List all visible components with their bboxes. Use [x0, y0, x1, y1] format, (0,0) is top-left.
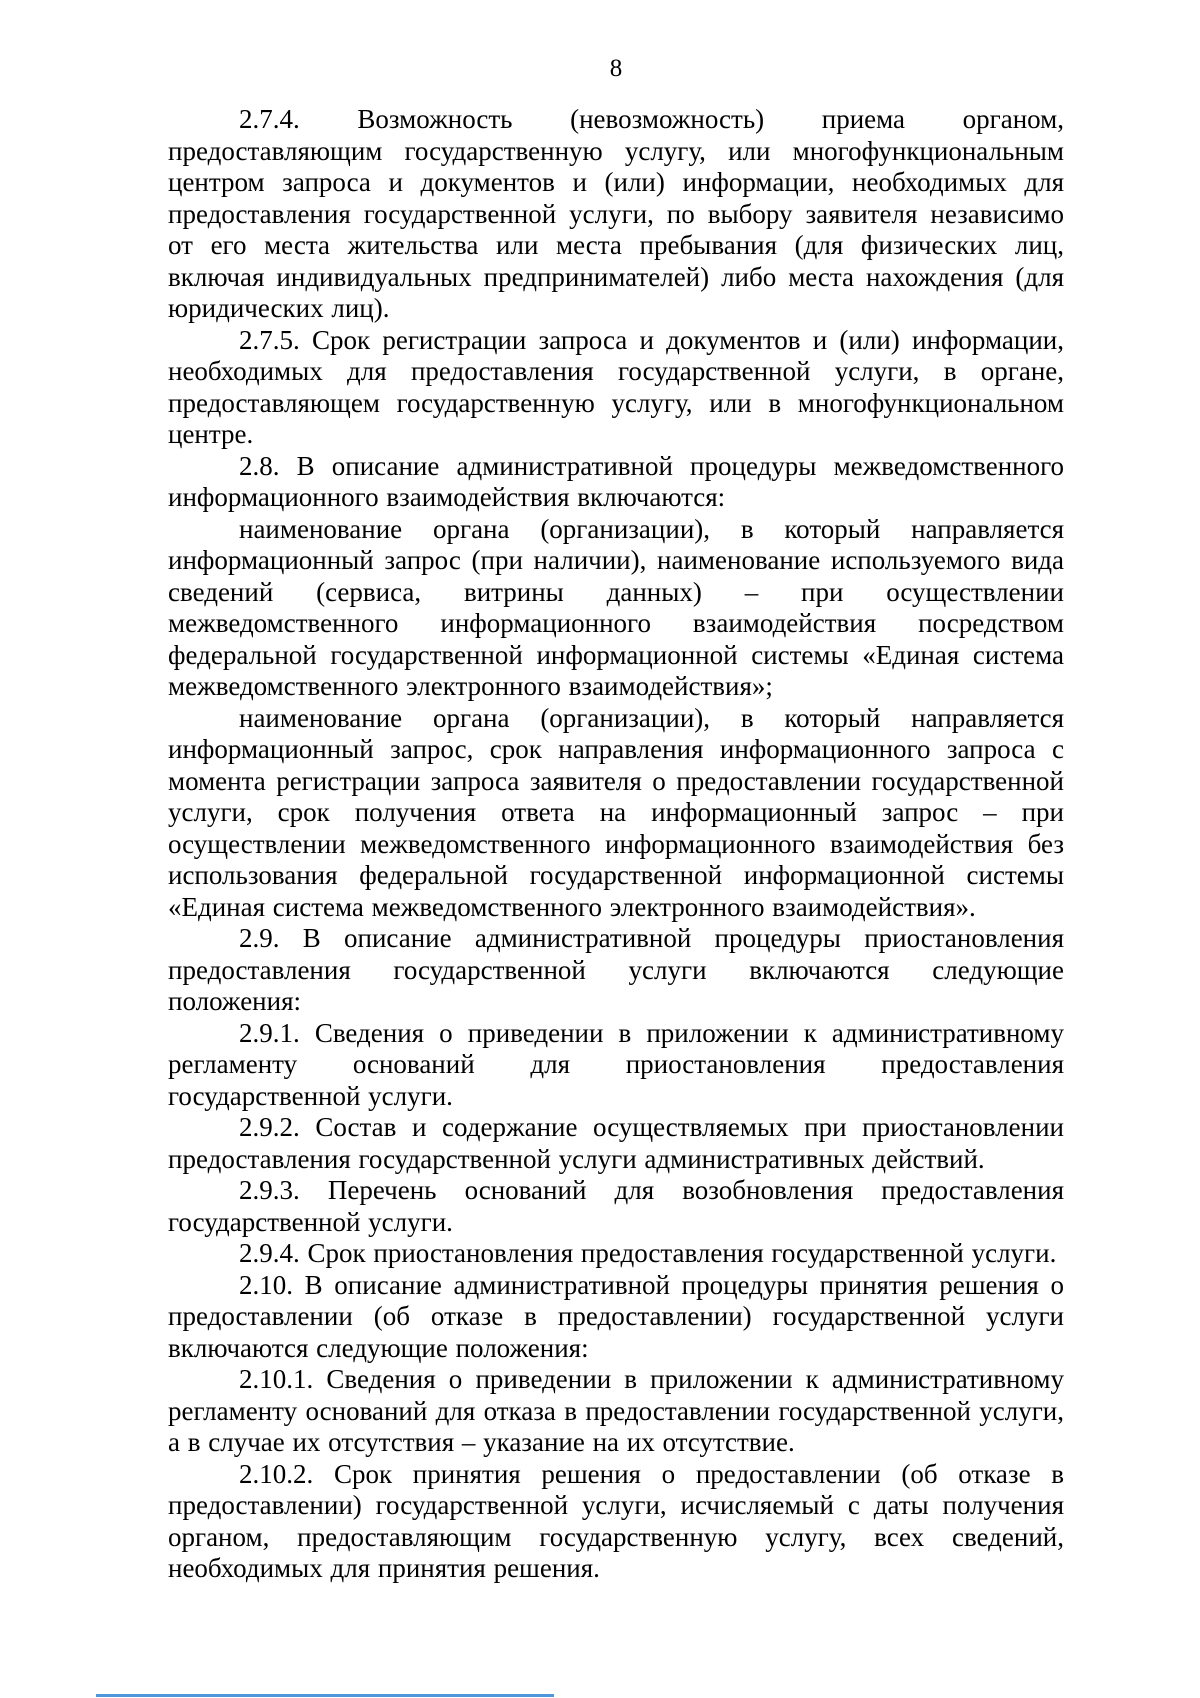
paragraph-2-8: 2.8. В описание административной процедуры межведомственного информационного взаимодействия включаются: [168, 450, 1064, 512]
paragraph-2-8-item-1: наименование органа (организации), в который направляется информационный запрос (при наличии), наименование используемого вида сведений (сервиса, витрины данных) – при осуществлении межведомственного информационного взаимодействия посредством федеральной государственной информационной системы «Единая система межведомственного электронного взаимодействия»; [168, 513, 1064, 701]
paragraph-2-9-4: 2.9.4. Срок приостановления предоставления государственной услуги. [239, 1238, 1057, 1268]
paragraph-2-8-item-2: наименование органа (организации), в который направляется информационный запрос, срок направления информационного запроса с момента регистрации запроса заявителя о предоставлении государственной услуги, срок получения ответа на информационный запрос – при осуществлении межведомственного информационного взаимодействия без использования федеральной государственной информационной системы «Единая система межведомственного электронного взаимодействия». [168, 702, 1064, 922]
paragraph-2-9: 2.9. В описание административной процедуры приостановления предоставления государственной услуги включаются следующие положения: [168, 923, 1064, 1016]
paragraph-2-9-1: 2.9.1. Сведения о приведении в приложении к административному регламенту оснований для приостановления предоставления государственной услуги. [168, 1017, 1064, 1111]
paragraph-2-10: 2.10. В описание административной процедуры принятия решения о предоставлении (об отказе в предоставлении) государственной услуги включаются следующие положения: [168, 1269, 1064, 1363]
page-number: 8 [609, 55, 623, 82]
paragraph-2-10-2: 2.10.2. Срок принятия решения о предоставлении (об отказе в предоставлении) государственной услуги, исчисляемый с даты получения органом, предоставляющим государственную услугу, всех сведений, необходимых для принятия решения. [168, 1458, 1064, 1583]
paragraph-2-9-3: 2.9.3. Перечень оснований для возобновления предоставления государственной услуги. [168, 1175, 1064, 1237]
paragraph-2-10-1: 2.10.1. Сведения о приведении в приложении к административному регламенту оснований для отказа в предоставлении государственной услуги, а в случае их отсутствия – указание на их отсутствие. [168, 1364, 1064, 1457]
paragraph-2-9-2: 2.9.2. Состав и содержание осуществляемых при приостановлении предоставления государственной услуги административных действий. [168, 1112, 1064, 1174]
document-body [168, 104, 1064, 1585]
paragraph-2-7-4: 2.7.4. Возможность (невозможность) приема органом, предоставляющим государственную услугу, или многофункциональным центром запроса и документов и (или) информации, необходимых для предоставления государственной услуги, по выбору заявителя независимо от его места жительства или места пребывания (для физических лиц, включая индивидуальных предпринимателей) либо места нахождения (для юридических лиц). [168, 104, 1064, 323]
bottom-partial-rule [96, 1694, 554, 1697]
paragraph-2-7-5: 2.7.5. Срок регистрации запроса и документов и (или) информации, необходимых для предоставления государственной услуги, в органе, предоставляющем государственную услугу, или в многофункциональном центре. [168, 324, 1064, 449]
